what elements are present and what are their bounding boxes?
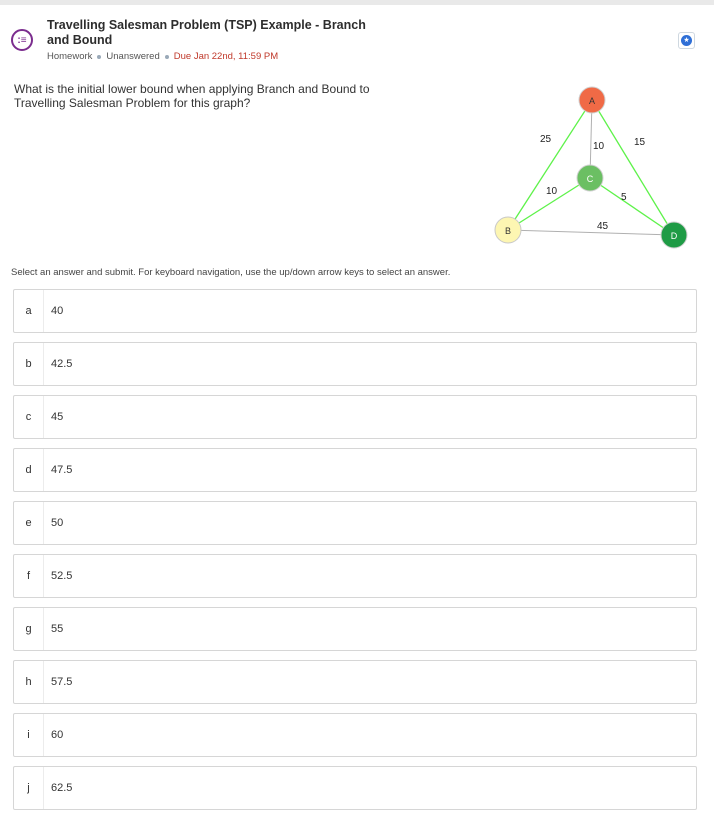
answer-option-g[interactable] (13, 607, 697, 651)
answer-option-e[interactable] (13, 501, 697, 545)
separator-dot (165, 55, 169, 59)
answer-value: 45 (51, 411, 64, 423)
node-a-label: A (588, 96, 596, 106)
answer-letter: i (14, 714, 44, 756)
answer-option-f[interactable] (13, 554, 697, 598)
answer-option-b[interactable] (13, 342, 697, 386)
node-c-label: C (586, 174, 594, 184)
answer-option-a[interactable] (13, 289, 697, 333)
answer-option-d[interactable] (13, 448, 697, 492)
question-meta (47, 51, 278, 62)
answer-letter: d (14, 449, 44, 491)
weight-b-c: 10 (546, 186, 558, 197)
answer-value: 57.5 (51, 676, 73, 688)
answer-value: 60 (51, 729, 64, 741)
answer-value: 47.5 (51, 464, 73, 476)
tsp-graph (490, 84, 700, 254)
separator-dot (97, 55, 101, 59)
star-icon: ★ (681, 35, 692, 46)
answer-value: 40 (51, 305, 64, 317)
answer-option-i[interactable] (13, 713, 697, 757)
node-b-label: B (504, 226, 512, 236)
page-title: Travelling Salesman Problem (TSP) Example - Branch and Bound (47, 18, 366, 47)
answer-value: 55 (51, 623, 64, 635)
answer-list (13, 289, 697, 819)
answer-letter: e (14, 502, 44, 544)
weight-a-b: 25 (540, 134, 552, 145)
answer-value: 50 (51, 517, 64, 529)
status-badge: Unanswered (106, 51, 160, 62)
answer-letter: c (14, 396, 44, 438)
edge-a-b (508, 100, 592, 230)
question-list-icon: :≡ (11, 29, 33, 51)
answer-value: 42.5 (51, 358, 73, 370)
instruction-text: Select an answer and submit. For keyboard navigation, use the up/down arrow keys to select an answer. (11, 267, 451, 278)
weight-a-d: 15 (634, 137, 646, 148)
answer-letter: j (14, 767, 44, 809)
answer-letter: b (14, 343, 44, 385)
weight-c-d: 5 (621, 192, 627, 203)
question-type: Homework (47, 51, 93, 62)
answer-letter: h (14, 661, 44, 703)
question-text: What is the initial lower bound when applying Branch and Bound to Travelling Salesman Problem for this graph? (14, 82, 370, 110)
answer-option-c[interactable] (13, 395, 697, 439)
edge-a-d (592, 100, 674, 235)
star-badge-icon[interactable] (678, 32, 695, 49)
edge-b-d (508, 230, 674, 235)
answer-letter: f (14, 555, 44, 597)
answer-option-j[interactable] (13, 766, 697, 810)
node-d-label: D (670, 231, 678, 241)
due-date: Due Jan 22nd, 11:59 PM (173, 51, 279, 62)
answer-value: 62.5 (51, 782, 73, 794)
answer-letter: a (14, 290, 44, 332)
answer-option-h[interactable] (13, 660, 697, 704)
answer-letter: g (14, 608, 44, 650)
weight-b-d: 45 (597, 221, 609, 232)
weight-a-c: 10 (593, 141, 605, 152)
answer-value: 52.5 (51, 570, 73, 582)
top-bar (0, 0, 714, 5)
